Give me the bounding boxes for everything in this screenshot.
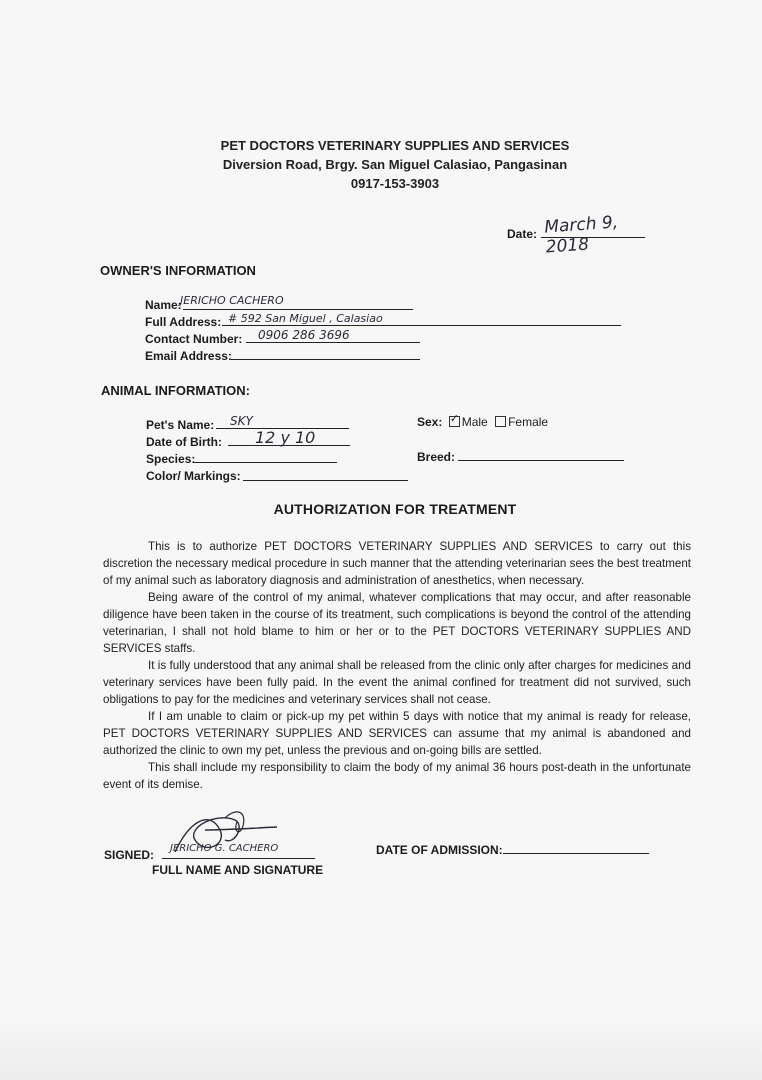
- sex-male-label: Male: [461, 415, 488, 429]
- clinic-name: PET DOCTORS VETERINARY SUPPLIES AND SERVICES: [220, 138, 570, 153]
- date-field: [507, 212, 647, 258]
- clinic-phone: 0917-153-3903: [350, 176, 440, 191]
- sex-male-checkbox[interactable]: [449, 416, 460, 427]
- handwritten-signature: [165, 800, 285, 870]
- owner-name-line: [183, 309, 413, 310]
- authorization-paragraph: This shall include my responsibility to claim the body of my animal 36 hours post-death in the unfortunate event of its demise.: [103, 761, 691, 791]
- authorization-paragraph: It is fully understood that any animal shall be released from the clinic only after charges for medicines and veterinary services have been fully paid. In the event the animal confined for treatment did not survived, such obligations to pay for the medicines and veterinary services shall not cease.: [103, 659, 691, 706]
- owner-contact-value: 0906 286 3696: [258, 328, 350, 342]
- owner-name-label: Name:: [145, 298, 182, 312]
- owner-section-title: OWNER'S INFORMATION: [100, 263, 256, 278]
- date-value: March 9, 2018: [543, 212, 619, 258]
- owner-email-line: [231, 359, 420, 360]
- sex-female-checkbox[interactable]: [495, 416, 506, 427]
- species-label: Species:: [146, 452, 196, 466]
- authorization-body: [103, 538, 691, 793]
- date-of-admission-label: DATE OF ADMISSION:: [376, 843, 503, 857]
- signature-caption: FULL NAME AND SIGNATURE: [152, 863, 324, 877]
- owner-address-value: # 592 San Miguel , Calasiao: [228, 312, 383, 325]
- sex-field: [417, 415, 548, 429]
- species-line: [193, 462, 337, 463]
- color-markings-label: Color/ Markings:: [146, 469, 241, 483]
- breed-label: Breed:: [417, 450, 456, 464]
- clinic-address: Diversion Road, Brgy. San Miguel Calasiao, Pangasinan: [222, 157, 568, 172]
- pet-name-value: SKY: [230, 414, 253, 428]
- owner-contact-line: [246, 342, 420, 343]
- owner-contact-label: Contact Number:: [145, 332, 243, 346]
- owner-email-label: Email Address:: [145, 349, 232, 363]
- date-of-admission-line: [503, 853, 649, 854]
- owner-name-value: JERICHO CACHERO: [180, 294, 284, 307]
- owner-address-line: [222, 325, 621, 326]
- owner-address-label: Full Address:: [145, 315, 222, 329]
- signed-label: SIGNED:: [104, 848, 155, 862]
- date-label: Date:: [507, 227, 538, 241]
- pet-name-label: Pet's Name:: [146, 418, 215, 432]
- signed-name-value: JERICHO G. CACHERO: [170, 843, 279, 854]
- sex-label: Sex:: [417, 415, 443, 429]
- authorization-paragraph: Being aware of the control of my animal, whatever complications that may occur, and after reasonable diligence have been taken in the course of its treatment, such complications is beyond the control of the attending veterinarian, I shall not hold blame to him or her or to the PET DOCTORS VETERINARY SUPPLIES AND SERVICES staffs.: [103, 591, 691, 655]
- color-markings-line: [243, 480, 408, 481]
- authorization-title: AUTHORIZATION FOR TREATMENT: [273, 501, 517, 517]
- sex-female-label: Female: [508, 415, 549, 429]
- authorization-paragraph: This is to authorize PET DOCTORS VETERINARY SUPPLIES AND SERVICES to carry out this discretion the necessary medical procedure in such manner that the attending veterinarian sees the best treatment of my animal such as laboratory diagnosis and administration of anesthetics, when necessary.: [103, 540, 691, 587]
- animal-section-title: ANIMAL INFORMATION:: [101, 383, 250, 398]
- dob-label: Date of Birth:: [146, 435, 222, 449]
- dob-value: 12 y 10: [255, 428, 316, 447]
- breed-line: [458, 460, 624, 461]
- page-edge-shadow: [0, 1018, 762, 1080]
- authorization-paragraph: If I am unable to claim or pick-up my pet within 5 days with notice that my animal is ready for release, PET DOCTORS VETERINARY SUPPLIES AND SERVICES can assume that my animal is abandoned and authorized the clinic to own my pet, unless the previous and on-going bills are settled.: [103, 710, 691, 757]
